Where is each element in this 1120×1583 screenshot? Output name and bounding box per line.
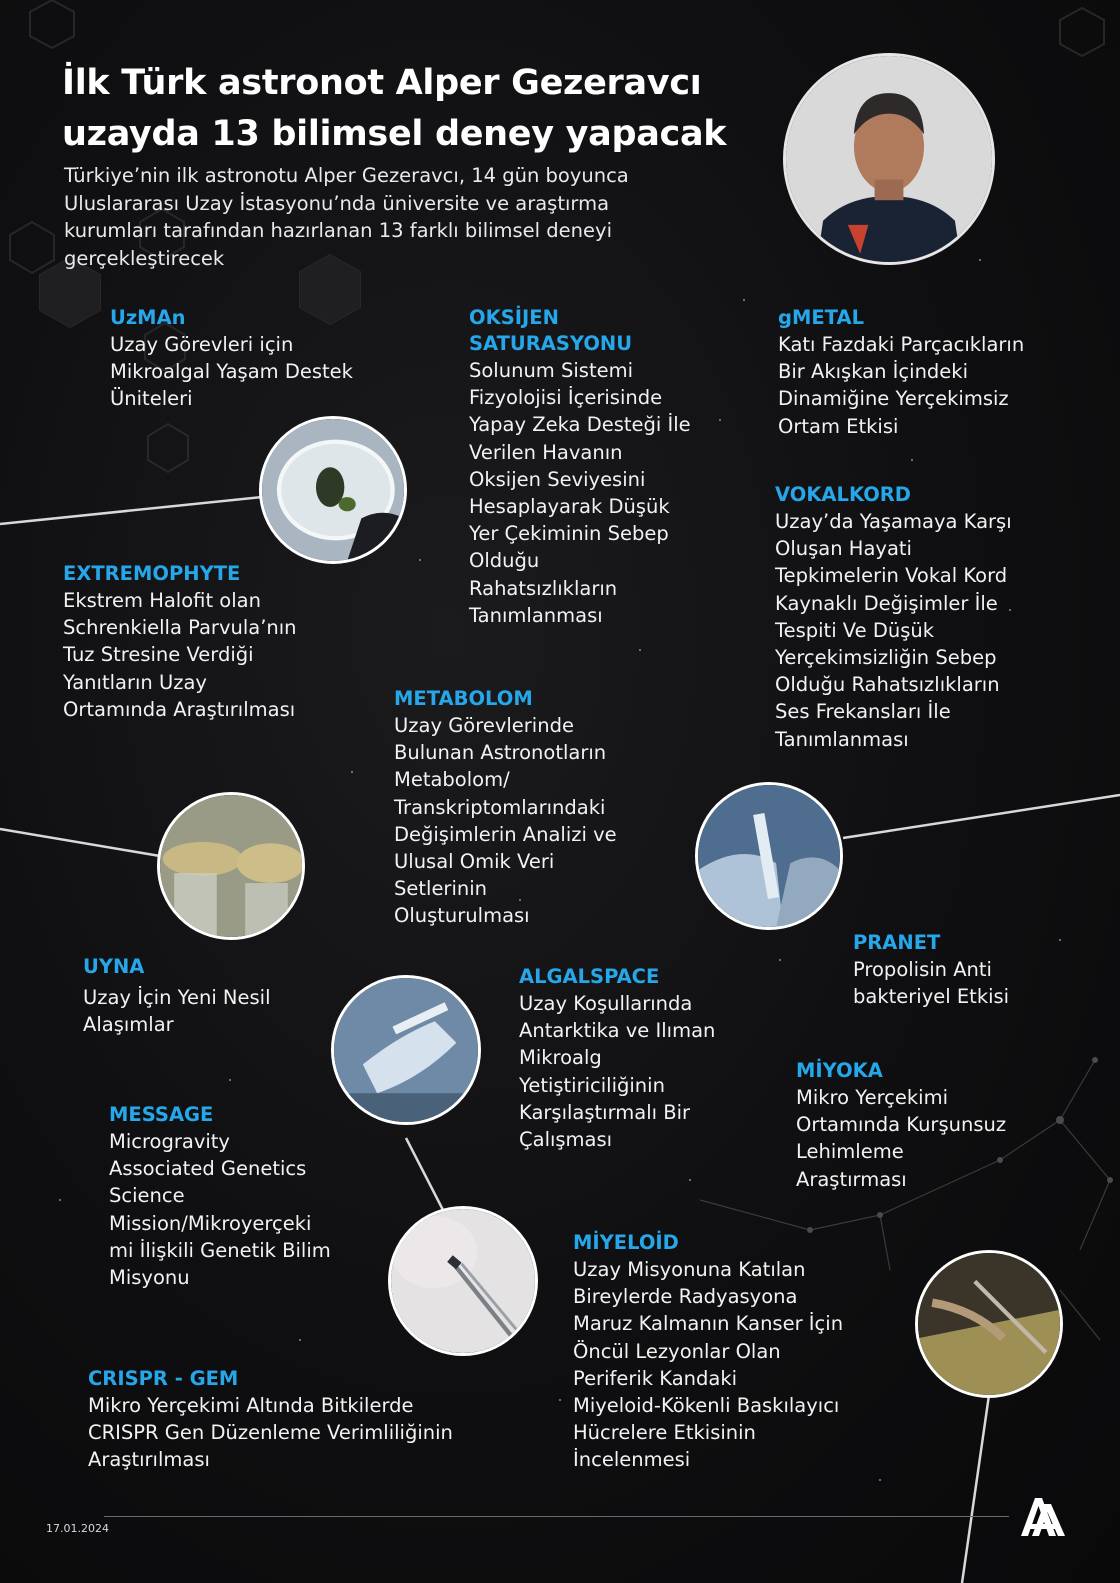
lab-tube-photo bbox=[331, 975, 481, 1125]
experiment-vokalkord bbox=[775, 482, 1095, 753]
experiment-title: MİYOKA bbox=[796, 1059, 883, 1082]
experiment-miyoka bbox=[796, 1058, 1096, 1193]
experiment-description: Uzay Misyonuna Katılan Bireylerde Radyasyona Maruz Kalmanın Kanser İçin Öncül Lezyonlar Olan Periferik Kandaki Miyeloid-Kökenli Baskılayıcı Hücrelere Etkisinin İncelenmesi bbox=[573, 1258, 844, 1472]
experiment-title: EXTREMOPHYTE bbox=[63, 562, 241, 585]
experiment-algalspace bbox=[519, 964, 799, 1153]
aa-logo-icon bbox=[1018, 1494, 1068, 1538]
tweezers-photo bbox=[388, 1206, 538, 1356]
experiment-description: Mikro Yerçekimi Altında Bitkilerde CRISPR Gen Düzenleme Verimliliğinin Araştırılması bbox=[88, 1394, 453, 1472]
experiment-message bbox=[109, 1102, 409, 1291]
experiment-title: OKSİJEN SATURASYONU bbox=[469, 306, 633, 355]
experiment-description: Uzay Koşullarında Antarktika ve Ilıman Mikroalg Yetiştiriciliğinin Karşılaştırmalı Bir Çalışması bbox=[519, 992, 716, 1152]
experiment-crispr-gem bbox=[88, 1366, 518, 1474]
footer-divider bbox=[104, 1516, 1009, 1517]
experiment-metabolom bbox=[394, 686, 694, 930]
experiment-oksijen-saturasyonu bbox=[469, 305, 749, 629]
astronaut-portrait bbox=[783, 53, 995, 265]
experiment-title: METABOLOM bbox=[394, 687, 533, 710]
experiment-extremophyte bbox=[63, 561, 393, 723]
experiment-description: Uzay’da Yaşamaya Karşı Oluşan Hayati Tepkimelerin Vokal Kord Kaynaklı Değişimler İle Tespiti Ve Düşük Yerçekimsizliğin Sebep Olduğu Rahatsızlıkların Ses Frekansları İle Tanımlanması bbox=[775, 510, 1012, 751]
petri-dish-photo bbox=[259, 416, 407, 564]
experiment-description: Uzay İçin Yeni Nesil Alaşımlar bbox=[83, 986, 271, 1037]
experiment-uyna bbox=[83, 954, 343, 1038]
experiment-description: Katı Fazdaki Parçacıkların Bir Akışkan İçindeki Dinamiğine Yerçekimsiz Ortam Etkisi bbox=[778, 333, 1025, 438]
experiment-title: UYNA bbox=[83, 955, 145, 978]
experiment-gmetal bbox=[778, 305, 1098, 440]
experiment-title: UzMAn bbox=[110, 306, 186, 329]
experiment-title: PRANET bbox=[853, 931, 941, 954]
experiment-title: CRISPR - GEM bbox=[88, 1367, 239, 1390]
page-title: İlk Türk astronot Alper Gezeravcı uzayda 13 bilimsel deney yapacak bbox=[62, 63, 727, 154]
experiment-title: gMETAL bbox=[778, 306, 864, 329]
experiment-description: Uzay Görevlerinde Bulunan Astronotların Metabolom/ Transkriptomlarındaki Değişimlerin Analizi ve Ulusal Omik Veri Setlerinin Oluşturulması bbox=[394, 714, 617, 928]
swab-sample-photo bbox=[695, 782, 843, 930]
experiment-description: Mikro Yerçekimi Ortamında Kurşunsuz Lehimleme Araştırması bbox=[796, 1086, 1007, 1191]
experiment-miyeloid bbox=[573, 1230, 893, 1474]
experiment-description: Microgravity Associated Genetics Science Mission/Mikroyerçeki mi İlişkili Genetik Bilim Misyonu bbox=[109, 1130, 331, 1290]
mushroom-culture-photo bbox=[157, 792, 305, 940]
experiment-pranet bbox=[853, 930, 1103, 1010]
experiment-description: Propolisin Anti bakteriyel Etkisi bbox=[853, 958, 1010, 1009]
experiment-description: Solunum Sistemi Fizyolojisi İçerisinde Yapay Zeka Desteği İle Verilen Havanın Oksijen Seviyesini Hesaplayarak Düşük Yer Çekiminin Sebep Olduğu Rahatsızlıkların Tanımlanması bbox=[469, 359, 691, 627]
publish-date: 17.01.2024 bbox=[46, 1522, 109, 1535]
soldering-photo bbox=[915, 1250, 1063, 1398]
experiment-description: Ekstrem Halofit olan Schrenkiella Parvula’nın Tuz Stresine Verdiği Yanıtların Uzay Ortamında Araştırılması bbox=[63, 589, 297, 721]
experiment-description: Uzay Görevleri için Mikroalgal Yaşam Destek Üniteleri bbox=[110, 333, 353, 411]
experiment-title: VOKALKORD bbox=[775, 483, 911, 506]
experiment-title: MİYELOİD bbox=[573, 1231, 679, 1254]
experiment-title: MESSAGE bbox=[109, 1103, 214, 1126]
page-subtitle: Türkiye’nin ilk astronotu Alper Gezeravcı, 14 gün boyunca Uluslararası Uzay İstasyonu’nda üniversite ve araştırma kurumları tarafından hazırlanan 13 farklı bilimsel deneyi gerçekleştirecek bbox=[64, 164, 629, 270]
experiment-uzman bbox=[110, 305, 430, 413]
experiment-title: ALGALSPACE bbox=[519, 965, 660, 988]
